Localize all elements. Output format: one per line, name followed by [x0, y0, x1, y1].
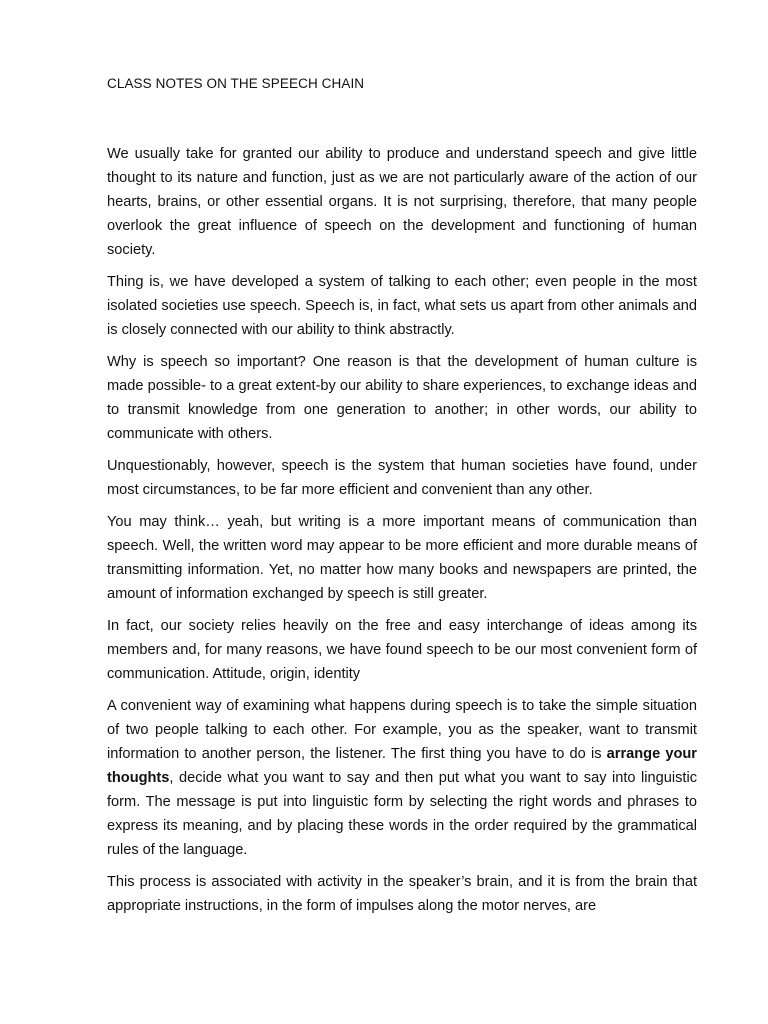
paragraph-4: Unquestionably, however, speech is the system that human societies have found, under most circumstances, to be far more efficient and convenient than any other. — [107, 458, 697, 498]
paragraph-5: You may think… yeah, but writing is a more important means of communication than speech. Well, the written word may appear to be more efficient and more durable means of transmitting information. Yet, no matter how many books and newspapers are printed, the amount of information exchanged by speech is still greater. — [107, 514, 697, 602]
document-body — [107, 142, 697, 926]
document-title: CLASS NOTES ON THE SPEECH CHAIN — [107, 76, 365, 91]
paragraph-7-text-after: , decide what you want to say and then put what you want to say into linguistic form. The message is put into linguistic form by selecting the right words and phrases to express its meaning, and by placing these words in the order required by the grammatical rules of the language. — [107, 770, 697, 858]
paragraph-7-bold-phrase: arrange your thoughts — [107, 746, 697, 786]
paragraph-3: Why is speech so important? One reason is that the development of human culture is made possible- to a great extent-by our ability to share experiences, to exchange ideas and to transmit knowledge from one generation to another; in other words, our ability to communicate with others. — [107, 354, 697, 442]
paragraph-7 — [107, 694, 697, 862]
paragraph-7-text-before: A convenient way of examining what happens during speech is to take the simple situation of two people talking to each other. For example, you as the speaker, want to transmit information to another person, the listener. The first thing you have to do is — [107, 698, 697, 762]
paragraph-2: Thing is, we have developed a system of talking to each other; even people in the most isolated societies use speech. Speech is, in fact, what sets us apart from other animals and is closely connected with our ability to think abstractly. — [107, 274, 697, 338]
paragraph-6: In fact, our society relies heavily on the free and easy interchange of ideas among its members and, for many reasons, we have found speech to be our most convenient form of communication. Attitude, origin, identity — [107, 618, 697, 682]
paragraph-8: This process is associated with activity in the speaker’s brain, and it is from the brain that appropriate instructions, in the form of impulses along the motor nerves, are — [107, 874, 697, 914]
paragraph-1: We usually take for granted our ability to produce and understand speech and give little thought to its nature and function, just as we are not particularly aware of the action of our hearts, brains, or other essential organs. It is not surprising, therefore, that many people overlook the great influence of speech on the development and functioning of human society. — [107, 146, 697, 258]
